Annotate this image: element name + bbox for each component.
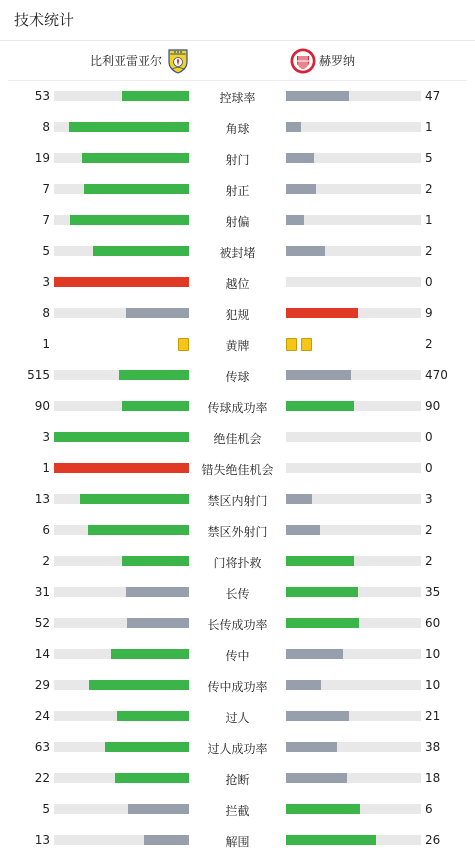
stat-label: 传中 (225, 649, 250, 663)
stat-label: 拦截 (225, 804, 250, 818)
home-stat-value: 52 (34, 616, 50, 630)
home-stat-bar-fill (93, 246, 189, 256)
away-stat-value: 0 (425, 275, 433, 289)
away-stat-value: 38 (425, 740, 441, 754)
away-yellow-cards (286, 338, 316, 350)
home-stat-bar (54, 587, 189, 597)
home-stat-bar (54, 649, 189, 659)
stat-row (0, 298, 475, 329)
away-stat-bar (286, 773, 421, 783)
away-stat-value: 10 (425, 647, 441, 661)
home-stat-bar-fill (119, 370, 189, 380)
home-stat-bar (54, 432, 189, 442)
away-stat-bar-fill (286, 742, 337, 752)
stat-row (0, 174, 475, 205)
away-stat-bar (286, 556, 421, 566)
stat-row (0, 670, 475, 701)
home-stat-value: 2 (42, 554, 50, 568)
home-stat-value: 5 (42, 244, 50, 258)
page-title: 技术统计 (14, 11, 75, 29)
home-stat-bar-fill (54, 277, 189, 287)
away-stat-value: 2 (425, 523, 433, 537)
home-stat-bar (54, 277, 189, 287)
home-stat-value: 3 (42, 275, 50, 289)
away-stat-value: 1 (425, 120, 433, 134)
away-stat-value: 9 (425, 306, 433, 320)
away-stat-value: 470 (425, 368, 448, 382)
home-stat-value: 13 (34, 492, 50, 506)
stat-row (0, 608, 475, 639)
stat-label: 长传 (225, 587, 250, 601)
home-stat-bar-fill (117, 711, 189, 721)
away-stat-value: 0 (425, 430, 433, 444)
stat-row (0, 577, 475, 608)
stat-row (0, 143, 475, 174)
away-stat-bar-fill (286, 246, 325, 256)
stat-row (0, 453, 475, 484)
home-stat-bar (54, 370, 189, 380)
home-stat-bar-fill (82, 153, 189, 163)
away-stat-value: 90 (425, 399, 441, 413)
home-stat-bar-fill (70, 215, 189, 225)
stat-label: 禁区外射门 (207, 525, 268, 539)
stat-label: 射正 (225, 184, 250, 198)
away-stat-bar (286, 804, 421, 814)
stat-label: 控球率 (219, 91, 256, 105)
away-stat-value: 26 (425, 833, 441, 847)
home-stat-bar (54, 556, 189, 566)
stat-label: 门将扑救 (213, 556, 262, 570)
away-stat-value: 47 (425, 89, 441, 103)
stat-label: 抢断 (225, 773, 250, 787)
home-stat-bar-fill (84, 184, 189, 194)
home-stat-value: 31 (34, 585, 50, 599)
stat-row (0, 236, 475, 267)
home-stat-bar-fill (80, 494, 189, 504)
away-stat-bar (286, 277, 421, 287)
home-stat-bar (54, 804, 189, 814)
away-stat-bar-fill (286, 587, 358, 597)
stat-row (0, 763, 475, 794)
stat-row (0, 205, 475, 236)
away-stat-bar (286, 742, 421, 752)
away-stat-bar (286, 401, 421, 411)
stat-label: 射门 (225, 153, 250, 167)
away-stat-bar-fill (286, 122, 301, 132)
stat-label: 传球 (225, 370, 250, 384)
home-stat-value: 14 (34, 647, 50, 661)
away-stat-bar (286, 370, 421, 380)
away-stat-bar-fill (286, 556, 354, 566)
away-stat-bar-fill (286, 618, 359, 628)
away-stat-bar (286, 711, 421, 721)
home-stat-bar-fill (89, 680, 189, 690)
home-stat-bar-fill (122, 401, 190, 411)
home-stat-bar (54, 122, 189, 132)
stat-label: 传中成功率 (207, 680, 268, 694)
home-stat-bar-fill (122, 556, 190, 566)
home-stat-bar (54, 215, 189, 225)
away-stat-bar-fill (286, 308, 358, 318)
stat-label: 禁区内射门 (207, 494, 268, 508)
away-stat-bar-fill (286, 525, 320, 535)
home-stat-bar (54, 835, 189, 845)
away-stat-bar (286, 246, 421, 256)
stat-label: 黄牌 (225, 339, 250, 353)
stat-row (0, 81, 475, 112)
home-stat-value: 22 (34, 771, 50, 785)
stat-row (0, 515, 475, 546)
yellow-card-icon (178, 338, 189, 351)
stat-label: 错失绝佳机会 (201, 463, 274, 477)
stat-label: 射偏 (225, 215, 250, 229)
away-stat-value: 6 (425, 802, 433, 816)
stat-label: 角球 (225, 122, 250, 136)
home-stat-bar (54, 308, 189, 318)
home-yellow-cards (174, 338, 189, 350)
home-stat-value: 8 (42, 120, 50, 134)
away-stat-bar-fill (286, 773, 347, 783)
home-stat-bar (54, 773, 189, 783)
away-stat-value: 0 (425, 461, 433, 475)
away-stat-value: 10 (425, 678, 441, 692)
away-stat-bar (286, 835, 421, 845)
home-stat-bar-fill (54, 463, 189, 473)
stat-row (0, 267, 475, 298)
stat-row (0, 732, 475, 763)
stat-row (0, 112, 475, 143)
home-stat-bar (54, 184, 189, 194)
home-stat-value: 7 (42, 182, 50, 196)
home-stat-bar-fill (115, 773, 189, 783)
stat-label: 长传成功率 (207, 618, 268, 632)
away-stat-value: 5 (425, 151, 433, 165)
away-stat-bar-fill (286, 215, 304, 225)
away-stat-bar (286, 587, 421, 597)
away-stat-bar (286, 215, 421, 225)
away-stat-bar (286, 649, 421, 659)
home-stat-value: 7 (42, 213, 50, 227)
away-stat-bar-fill (286, 184, 316, 194)
away-stat-bar-fill (286, 649, 343, 659)
away-stat-bar (286, 618, 421, 628)
home-stat-value: 90 (34, 399, 50, 413)
away-stat-value: 2 (425, 337, 433, 351)
stat-row (0, 794, 475, 825)
stats-list (0, 81, 475, 856)
teams-header (0, 44, 475, 80)
stat-row (0, 360, 475, 391)
away-stat-bar (286, 525, 421, 535)
away-stat-bar (286, 463, 421, 473)
away-stat-value: 2 (425, 182, 433, 196)
home-stat-bar-fill (88, 525, 189, 535)
away-stat-bar (286, 494, 421, 504)
home-stat-value: 8 (42, 306, 50, 320)
away-stat-bar (286, 432, 421, 442)
stat-row (0, 422, 475, 453)
away-stat-bar-fill (286, 711, 349, 721)
home-stat-value: 5 (42, 802, 50, 816)
home-stat-bar-fill (111, 649, 189, 659)
home-stat-bar (54, 153, 189, 163)
away-stat-value: 2 (425, 554, 433, 568)
away-stat-value: 2 (425, 244, 433, 258)
stat-label: 绝佳机会 (213, 432, 262, 446)
stat-label: 解围 (225, 835, 250, 849)
away-stat-value: 3 (425, 492, 433, 506)
header-divider (0, 40, 475, 41)
home-stat-value: 6 (42, 523, 50, 537)
home-stat-value: 53 (34, 89, 50, 103)
stat-row (0, 639, 475, 670)
home-stat-bar (54, 618, 189, 628)
home-stat-bar-fill (122, 91, 190, 101)
home-stat-bar (54, 742, 189, 752)
villarreal-crest-icon (166, 48, 190, 74)
stat-label: 被封堵 (219, 246, 256, 260)
away-stat-bar (286, 184, 421, 194)
yellow-card-icon (286, 338, 297, 351)
home-stat-bar-fill (69, 122, 189, 132)
home-stat-bar-fill (128, 804, 189, 814)
home-stat-bar (54, 246, 189, 256)
away-stat-bar-fill (286, 680, 321, 690)
away-stat-bar-fill (286, 401, 354, 411)
home-stat-bar (54, 680, 189, 690)
away-stat-bar (286, 122, 421, 132)
away-stat-value: 60 (425, 616, 441, 630)
home-stat-bar-fill (105, 742, 189, 752)
stat-row (0, 825, 475, 856)
away-stat-bar-fill (286, 91, 349, 101)
away-stat-value: 35 (425, 585, 441, 599)
stat-label: 过人成功率 (207, 742, 268, 756)
away-stat-bar (286, 680, 421, 690)
home-stat-bar-fill (126, 308, 189, 318)
home-stat-bar (54, 711, 189, 721)
away-stat-value: 18 (425, 771, 441, 785)
home-team-name: 比利亚雷亚尔 (89, 54, 162, 68)
yellow-card-icon (301, 338, 312, 351)
home-stat-value: 3 (42, 430, 50, 444)
home-stat-value: 63 (34, 740, 50, 754)
home-stat-value: 515 (27, 368, 50, 382)
home-stat-bar-fill (54, 432, 189, 442)
home-stat-bar (54, 525, 189, 535)
away-stat-bar (286, 91, 421, 101)
stat-label: 犯规 (225, 308, 250, 322)
home-stat-bar-fill (127, 618, 189, 628)
home-stat-value: 19 (34, 151, 50, 165)
stat-row (0, 484, 475, 515)
away-team-name: 赫罗纳 (319, 54, 356, 68)
stat-label: 越位 (225, 277, 250, 291)
home-stat-value: 13 (34, 833, 50, 847)
stat-row (0, 701, 475, 732)
home-stat-bar (54, 401, 189, 411)
away-stat-bar-fill (286, 835, 376, 845)
stat-label: 传球成功率 (207, 401, 268, 415)
away-stat-bar-fill (286, 494, 312, 504)
home-stat-bar (54, 463, 189, 473)
home-stat-value: 1 (42, 337, 50, 351)
home-stat-bar-fill (144, 835, 189, 845)
stat-label: 过人 (225, 711, 250, 725)
away-stat-bar-fill (286, 153, 314, 163)
stat-row (0, 329, 475, 360)
home-stat-value: 1 (42, 461, 50, 475)
away-stat-bar-fill (286, 370, 351, 380)
stat-row (0, 546, 475, 577)
away-stat-value: 1 (425, 213, 433, 227)
home-stat-value: 29 (34, 678, 50, 692)
away-stat-bar (286, 308, 421, 318)
stat-row (0, 391, 475, 422)
girona-crest-icon (290, 48, 316, 74)
away-stat-value: 21 (425, 709, 441, 723)
home-stat-bar (54, 494, 189, 504)
away-stat-bar (286, 153, 421, 163)
home-stat-bar-fill (126, 587, 189, 597)
home-stat-bar (54, 91, 189, 101)
home-stat-value: 24 (34, 709, 50, 723)
away-stat-bar-fill (286, 804, 360, 814)
